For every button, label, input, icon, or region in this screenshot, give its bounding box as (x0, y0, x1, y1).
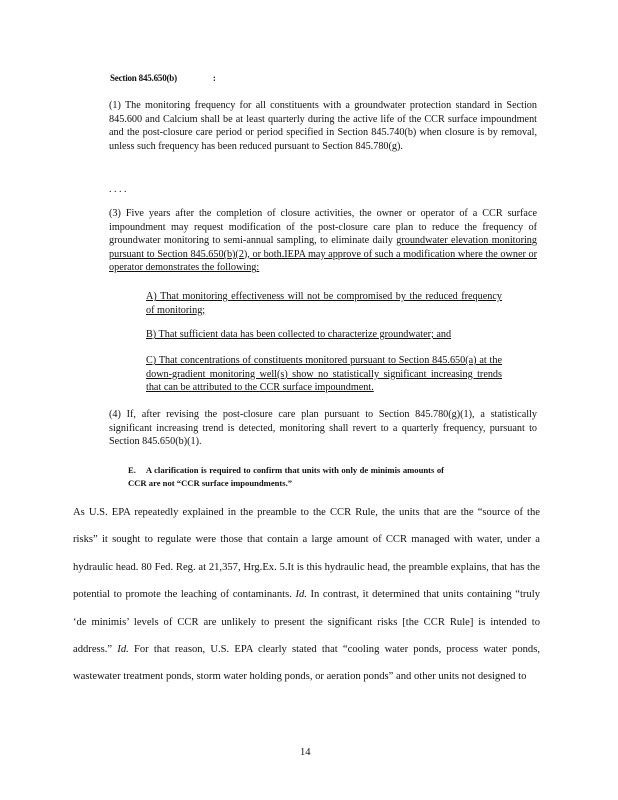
item-c: C) That concentrations of constituents monitored pursuant to Section 845.650(a) at the down-gradient monitoring well(s) show no statistically significant increasing trends that can be attributed to the CCR surface impoundment. (146, 355, 502, 394)
clarification-label: E. (128, 465, 136, 475)
section-header-colon: : (212, 73, 216, 83)
citation-id-2: Id. (117, 644, 129, 656)
body-part-3: For that reason, U.S. EPA clearly stated that “cooling water ponds, process water ponds, wastewater treatment ponds, storm water holding ponds, or aeration ponds” and other units not designed to (73, 644, 540, 683)
section-header-label: Section 845.650(b) (110, 73, 177, 83)
body-part-2: In contrast, it determined that units containing “truly ‘de minimis’ levels of CCR are unlikely to present the significant risks [the CCR Rule] is intended to address.” (73, 589, 540, 656)
item-a: A) That monitoring effectiveness will not be compromised by the reduced frequency of monitoring; (146, 291, 502, 316)
clarification-heading (128, 464, 444, 489)
ellipsis: . . . . (109, 184, 127, 195)
body-paragraph (73, 499, 540, 691)
clarification-text: A clarification is required to confirm that units with only de minimis amounts of CCR are not “CCR surface impoundments.” (128, 465, 444, 488)
section-header (110, 73, 216, 83)
item-b: B) That sufficient data has been collected to characterize groundwater; and (146, 329, 452, 340)
paragraph-3 (109, 207, 537, 275)
page-number: 14 (300, 747, 311, 758)
paragraph-4: (4) If, after revising the post-closure care plan pursuant to Section 845.780(g)(1), a statistically significant increasing trend is detected, monitoring shall revert to a quarterly frequency, pursuant to Section 845.650(b)(1). (109, 409, 537, 448)
paragraph-3-plain: (3) Five years after the completion of closure activities, the owner or operator of a CCR surface impoundment may request modification of the post-closure care plan to reduce the frequency of groundwater monitoring to semi-annual sampling, to eliminate daily (109, 208, 537, 247)
paragraph-3-underlined: groundwater elevation monitoring pursuant to Section 845.650(b)(2), or both.IEPA may approve of such a modification where the owner or operator demonstrates the following: (109, 235, 537, 274)
body-part-1: As U.S. EPA repeatedly explained in the preamble to the CCR Rule, the units that are the “source of the risks” it sought to regulate were those that contain a large amount of CCR managed with water, under a hydraulic head. 80 Fed. Reg. at 21,357, Hrg.Ex. 5.It is this hydraulic head, the preamble explains, that has the potential to promote the leaching of contaminants. (73, 507, 540, 601)
paragraph-1: (1) The monitoring frequency for all constituents with a groundwater protection standard in Section 845.600 and Calcium shall be at least quarterly during the active life of the CCR surface impoundment and the post-closure care period or period specified in Section 845.740(b) when closure is by removal, unless such frequency has been reduced pursuant to Section 845.780(g). (109, 100, 537, 152)
citation-id-1: Id. (295, 589, 307, 601)
